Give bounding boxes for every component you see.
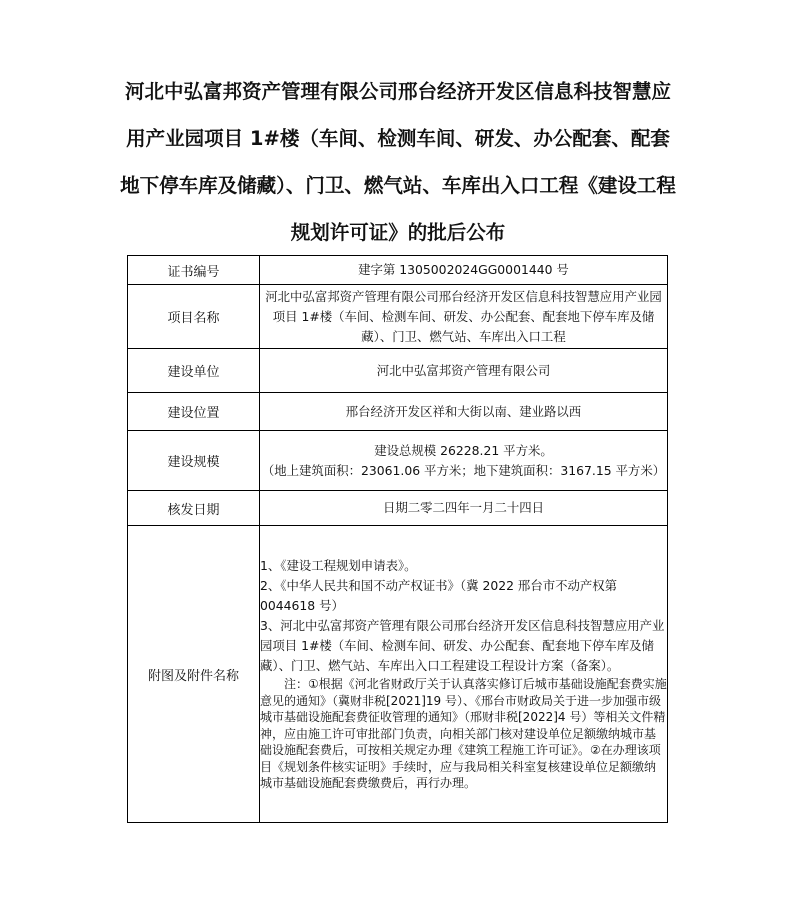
document-title: 河北中弘富邦资产管理有限公司邢台经济开发区信息科技智慧应用产业园项目 1#楼（车间、检测车间、研发、办公配套、配套地下停车库及储藏）、门卫、燃气站、车库出入口工程《建设工程规划许可证》的批后公布 — [120, 80, 676, 244]
table-row — [128, 393, 668, 431]
cert-no-label: 证书编号 — [128, 256, 260, 285]
table-row — [128, 349, 668, 393]
unit-value: 河北中弘富邦资产管理有限公司 — [260, 349, 668, 393]
attachment-item-2: 2、《中华人民共和国不动产权证书》（冀 2022 邢台市不动产权第 0044618 号） — [260, 578, 618, 614]
issue-date-label: 核发日期 — [128, 491, 260, 526]
attachment-item-3: 3、河北中弘富邦资产管理有限公司邢台经济开发区信息科技智慧应用产业园项目 1#楼（车间、检测车间、研发、办公配套、配套地下停车库及储藏）、门卫、燃气站、车库出入口工程建设工程设计方案（备案）。 — [260, 618, 665, 674]
unit-label: 建设单位 — [128, 349, 260, 393]
table-row — [128, 256, 668, 285]
scale-value — [260, 431, 668, 491]
scale-total: 建设总规模 26228.21 平方米。 — [374, 442, 553, 458]
table-row — [128, 285, 668, 349]
table-row — [128, 431, 668, 491]
table-row — [128, 526, 668, 823]
table-row — [128, 491, 668, 526]
attachments-value — [260, 526, 668, 823]
project-name-value: 河北中弘富邦资产管理有限公司邢台经济开发区信息科技智慧应用产业园项目 1#楼（车间、检测车间、研发、办公配套、配套地下停车库及储藏）、门卫、燃气站、车库出入口工程 — [260, 285, 668, 349]
project-name-label: 项目名称 — [128, 285, 260, 349]
attachment-note: 注：①根据《河北省财政厅关于认真落实修订后城市基础设施配套费实施意见的通知》（冀财非税[2021]19 号）、《邢台市财政局关于进一步加强市级城市基础设施配套费征收管理的通知》（邢财非税[2022]4 号）等相关文件精神，应由施工许可审批部门负责，向相关部门核对建设单位足额缴纳城市基础设施配套费后，可按相关规定办理《建筑工程施工许可证》。②在办理该项目《规划条件核实证明》手续时，应与我局相关科室复核建设单位足额缴纳城市基础设施配套费缴费后，再行办理。 — [260, 677, 667, 791]
scale-breakdown: （地上建筑面积：23061.06 平方米；地下建筑面积：3167.15 平方米） — [261, 462, 666, 478]
scale-label: 建设规模 — [128, 431, 260, 491]
attachment-item-1: 1、《建设工程规划申请表》。 — [260, 558, 417, 574]
attachments-label: 附图及附件名称 — [128, 526, 260, 823]
location-value: 邢台经济开发区祥和大街以南、建业路以西 — [260, 393, 668, 431]
issue-date-value: 日期二零二四年一月二十四日 — [260, 491, 668, 526]
permit-table — [127, 255, 668, 823]
location-label: 建设位置 — [128, 393, 260, 431]
cert-no-value: 建字第 1305002024GG0001440 号 — [260, 256, 668, 285]
